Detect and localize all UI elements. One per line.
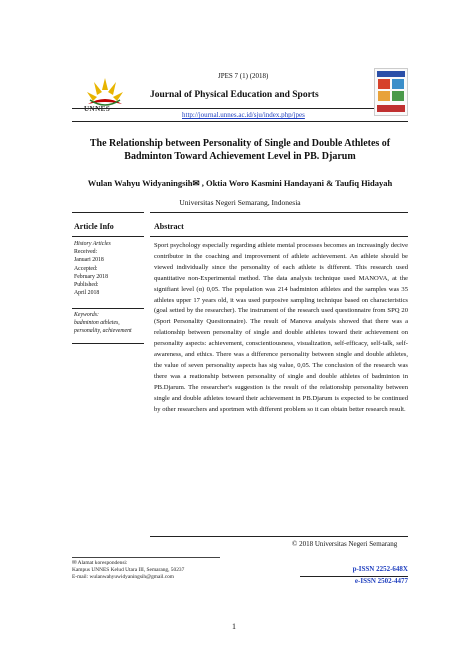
correspondence-label: ✉ Alamat korespondensi:	[72, 560, 128, 566]
print-issn: p-ISSN 2252-648X	[352, 565, 408, 573]
article-history	[74, 240, 142, 297]
received-date: Januari 2018	[74, 257, 104, 264]
history-label: History Articles	[74, 241, 111, 247]
article-title-line: Badminton Toward Achievement Level in PB. Djarum	[124, 151, 356, 162]
issue-number: JPES 7 (1) (2018)	[218, 72, 269, 80]
keywords-line: personality, achievement	[74, 328, 132, 335]
received-label: Received:	[74, 249, 98, 256]
divider	[72, 236, 144, 237]
keywords-label: Keywords:	[74, 312, 99, 318]
article-authors: Wulan Wahyu Widyaningsih✉ , Oktia Woro Kasmini Handayani & Taufiq Hidayah	[87, 178, 393, 188]
electronic-issn: e-ISSN 2502-4477	[354, 577, 408, 585]
unnes-logo	[80, 70, 130, 122]
header-divider-top	[72, 108, 408, 109]
divider	[150, 236, 408, 237]
divider	[150, 212, 408, 213]
correspondence-address	[72, 560, 184, 582]
abstract-heading: Abstract	[154, 222, 184, 231]
header-divider-bottom	[72, 121, 408, 122]
article-info-heading: Article Info	[74, 222, 114, 231]
journal-cover-image	[374, 68, 408, 116]
divider	[72, 308, 144, 309]
correspondence-email: E-mail: wulanwahyuwidyaningsih@gmail.com	[72, 574, 174, 581]
divider	[150, 536, 408, 537]
page-number: 1	[232, 622, 236, 631]
correspondence-street: Kampus UNNES Kelud Utara III, Semarang, 50237	[72, 567, 185, 574]
divider	[72, 343, 144, 344]
journal-title: Journal of Physical Education and Sports	[150, 90, 319, 100]
article-title-line: The Relationship between Personality of Single and Double Athletes of	[89, 138, 391, 149]
accepted-date: February 2018	[74, 273, 108, 280]
keywords	[74, 311, 144, 336]
journal-url-link[interactable]: http://journal.unnes.ac.id/sju/index.php/jpes	[182, 111, 305, 119]
published-label: Published:	[74, 282, 99, 289]
accepted-label: Accepted:	[74, 265, 98, 272]
article-title	[72, 137, 408, 163]
divider	[300, 576, 408, 577]
published-date: April 2018	[74, 290, 100, 297]
footnote-divider	[72, 557, 220, 558]
divider	[72, 212, 144, 213]
abstract-body: Sport psychology especially regarding athlete mental processes becomes an increasingly decive contributor in the coaching and improvement of athlete achievement. An athlete should be viewed individually since the personality of each athlete is different. This research used quantitative non-Experimental method. The data analysis technique used MANOVA, at the signifiant level (α) 0,05. The population was 214 badminton athletes and the samples was 35 athletes upper 17 years old, it was used purposive sampling technique based on characteristics (goal setted by the researcher). The instrument of the research used questionnaire from SPQ 20 (Sport Personality Quesitonnaire). The result of Manova analysis showed that there was a relationship between personality of single and double athletes toward their achievement on personality aspects: achievement, conscientiousness, visualization, self-efficacy, self-talk, self-awareness, and ethics. There was a difference personality between single and double athletes, the value of seven personality aspects has sig value, 0,05. The conclusion of the research was there was a reationship between personality of single and double athletes of badminton in PB.Djarum. The researcher's suggestion is the result of the relationship personality between single and double athletes toward their achievement in PB.Djarum is expected to be continued by other researchers and sportmen with different problem so it can obtain better research result.	[154, 242, 408, 413]
author-affiliation: Universitas Negeri Semarang, Indonesia	[179, 198, 301, 207]
issn-block	[340, 563, 408, 587]
keywords-line: badminton athletes,	[74, 320, 120, 327]
copyright-notice: © 2018 Universitas Negeri Semarang	[292, 540, 398, 548]
